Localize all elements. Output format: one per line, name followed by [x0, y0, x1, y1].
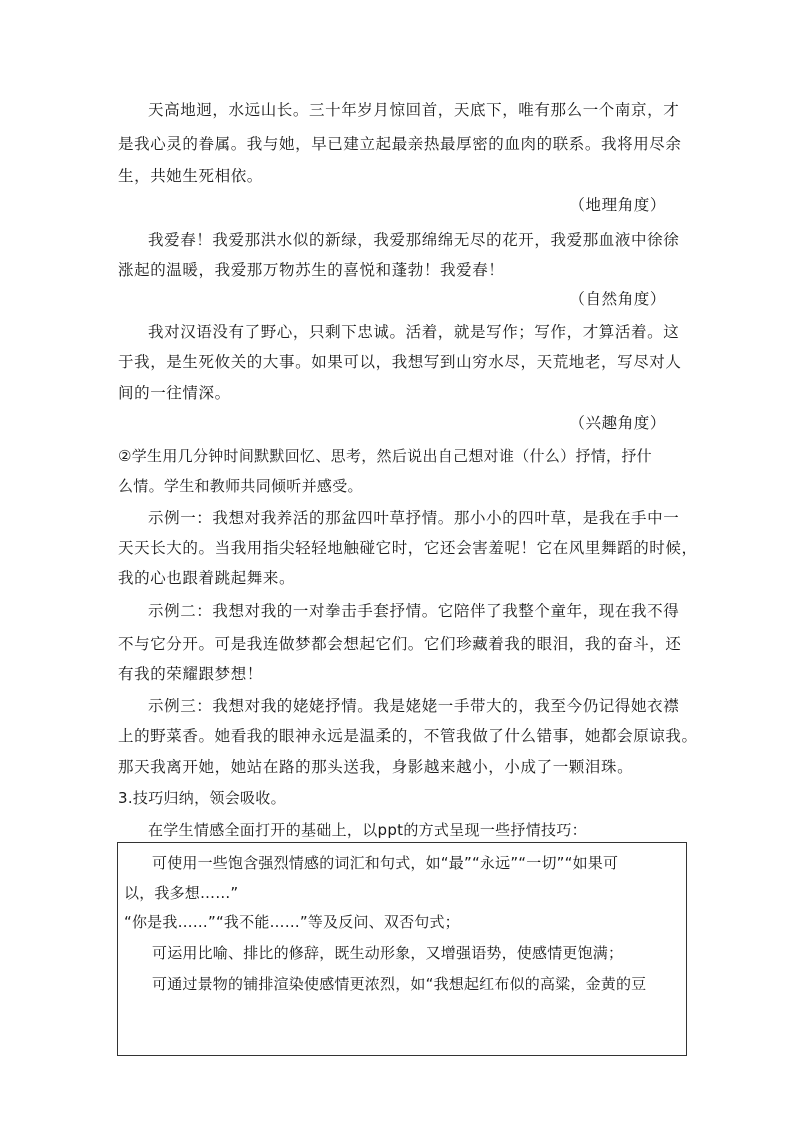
para1-line: 天高地迥，水远山长。三十年岁月惊回首，天底下，唯有那么一个南京，才 — [148, 101, 680, 119]
para2-line: 我爱春！我爱那洪水似的新绿，我爱那绵绵无尽的花开，我爱那血液中徐徐 — [148, 231, 680, 249]
para3-line: 间的一往情深。 — [118, 384, 231, 402]
para1-angle-tag: （地理角度） — [569, 196, 666, 214]
para1-line: 生，共她生死相依。 — [118, 167, 263, 185]
para3-line: 于我，是生死攸关的大事。如果可以，我想写到山穷水尽，天荒地老，写尽对人 — [118, 353, 682, 371]
technique-line: 以，我多想……” — [124, 884, 239, 902]
para2-line: 涨起的温暖，我爱那万物苏生的喜悦和蓬勃！我爱春！ — [118, 261, 505, 279]
technique-line: 可使用一些饱含强烈情感的词汇和句式，如“最”“永远”“一切”“如果可 — [152, 854, 619, 872]
example3-line: 示例三：我想对我的姥姥抒情。我是姥姥一手带大的，我至今仍记得她衣襟 — [148, 697, 680, 715]
technique-line: 可运用比喻、排比的修辞，既生动形象，又增强语势，使感情更饱满； — [152, 944, 624, 962]
example1-line: 我的心也跟着跳起舞来。 — [118, 569, 296, 587]
example2-line: 有我的荣耀跟梦想！ — [118, 665, 263, 683]
step2-line: ②学生用几分钟时间默默回忆、思考，然后说出自己想对谁（什么）抒情，抒什 — [118, 447, 652, 465]
step2-line: 么情。学生和教师共同倾听并感受。 — [118, 477, 363, 495]
example3-line: 那天我离开她，她站在路的那头送我，身影越来越小，小成了一颗泪珠。 — [118, 758, 634, 776]
technique-line: 可通过景物的铺排渲染使感情更浓烈，如“我想起红布似的高粱，金黄的豆 — [152, 975, 647, 993]
step3-heading: 3.技巧归纳，领会吸收。 — [118, 789, 286, 807]
step3-intro: 在学生情感全面打开的基础上，以ppt的方式呈现一些抒情技巧： — [148, 821, 587, 839]
para3-line: 我对汉语没有了野心，只剩下忠诚。活着，就是写作；写作，才算活着。这 — [148, 323, 680, 341]
para2-angle-tag: （自然角度） — [569, 290, 666, 308]
example1-line: 示例一：我想对我养活的那盆四叶草抒情。那小小的四叶草，是我在手中一 — [148, 509, 680, 527]
technique-line: “你是我……”“我不能……”等及反问、双否句式； — [124, 913, 460, 931]
example2-line: 不与它分开。可是我连做梦都会想起它们。它们珍藏着我的眼泪，我的奋斗，还 — [118, 635, 682, 653]
example3-line: 上的野菜香。她看我的眼神永远是温柔的，不管我做了什么错事，她都会原谅我。 — [118, 727, 698, 745]
para3-angle-tag: （兴趣角度） — [569, 414, 666, 432]
example2-line: 示例二：我想对我的一对拳击手套抒情。它陪伴了我整个童年，现在我不得 — [148, 602, 680, 620]
para1-line: 是我心灵的眷属。我与她，早已建立起最亲热最厚密的血肉的联系。我将用尽余 — [118, 135, 682, 153]
example1-line: 天天长大的。当我用指尖轻轻地触碰它时，它还会害羞呢！它在风里舞蹈的时候， — [118, 539, 698, 557]
techniques-box — [117, 842, 687, 1056]
